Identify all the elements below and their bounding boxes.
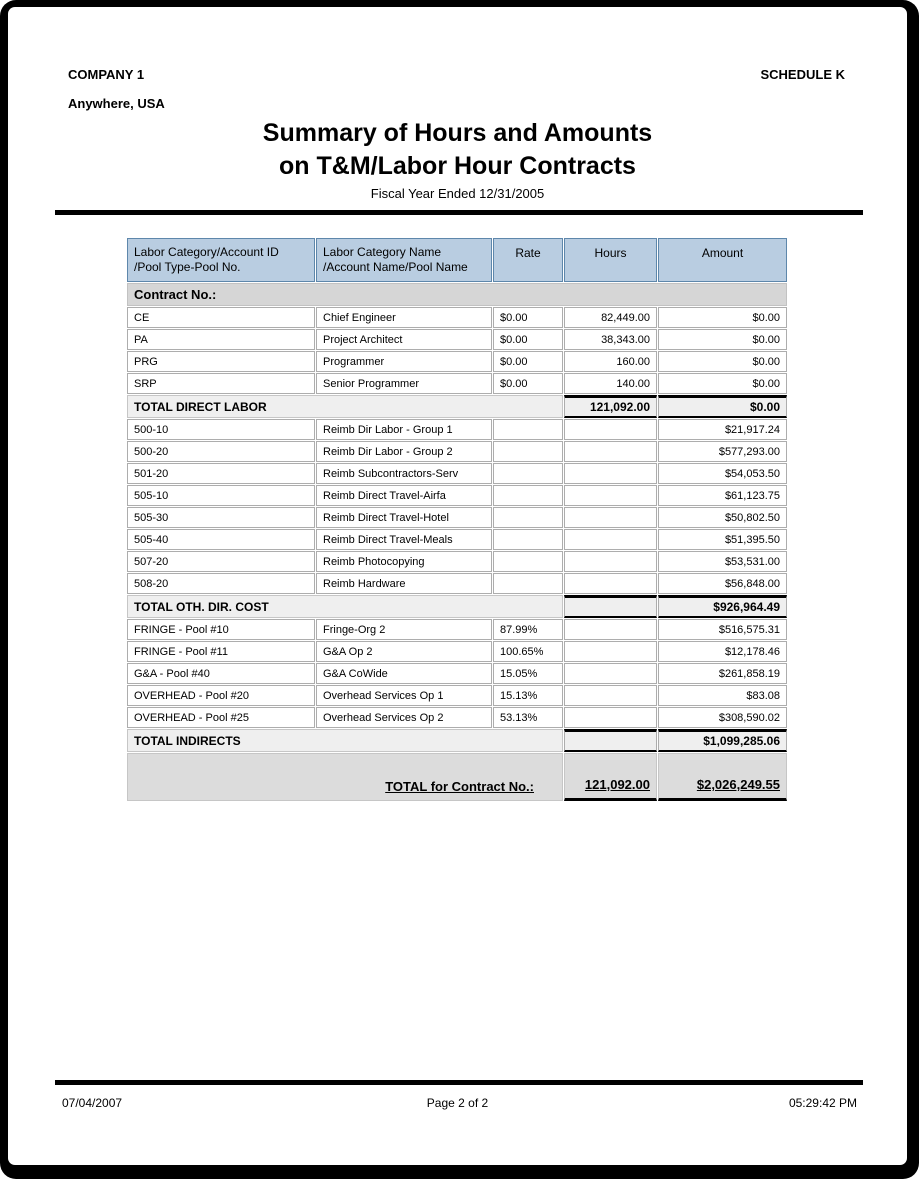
cell-hours: [564, 641, 657, 662]
cell-name: Fringe-Org 2: [316, 619, 492, 640]
grand-total-label: [127, 753, 563, 801]
total-hours: [564, 595, 657, 618]
grand-total-hours-text: 121,092.00: [584, 777, 650, 792]
table-row: [127, 485, 787, 506]
table-row: [127, 507, 787, 528]
report-table-body: [127, 283, 787, 801]
cell-rate: [493, 529, 563, 550]
column-header-text: Labor Category/Account ID: [134, 245, 279, 259]
column-header-hours: Hours: [564, 238, 657, 282]
cell-amount: $56,848.00: [658, 573, 787, 594]
cell-hours: [564, 463, 657, 484]
company-location: Anywhere, USA: [68, 96, 165, 111]
cell-amount: $12,178.46: [658, 641, 787, 662]
cell-rate: $0.00: [493, 307, 563, 328]
cell-hours: [564, 573, 657, 594]
cell-name: Reimb Direct Travel-Airfa: [316, 485, 492, 506]
cell-hours: [564, 663, 657, 684]
table-row: [127, 329, 787, 350]
cell-account-id: OVERHEAD - Pool #25: [127, 707, 315, 728]
cell-account-id: 505-40: [127, 529, 315, 550]
company-name: COMPANY 1: [68, 67, 145, 82]
cell-account-id: 505-30: [127, 507, 315, 528]
table-row: [127, 551, 787, 572]
cell-name: Reimb Dir Labor - Group 2: [316, 441, 492, 462]
section-label: Contract No.:: [127, 283, 787, 306]
report-subtitle: Fiscal Year Ended 12/31/2005: [370, 186, 545, 201]
cell-hours: 82,449.00: [564, 307, 657, 328]
cell-hours: [564, 507, 657, 528]
cell-name: Reimb Direct Travel-Meals: [316, 529, 492, 550]
cell-amount: $0.00: [658, 373, 787, 394]
total-row: [127, 595, 787, 618]
cell-hours: [564, 529, 657, 550]
table-row: [127, 351, 787, 372]
cell-name: Reimb Dir Labor - Group 1: [316, 419, 492, 440]
footer-divider: [55, 1080, 863, 1085]
cell-rate: [493, 573, 563, 594]
cell-amount: $0.00: [658, 329, 787, 350]
cell-hours: [564, 419, 657, 440]
cell-rate: 53.13%: [493, 707, 563, 728]
table-header-row: [127, 238, 787, 282]
footer-page-number: Page 2 of 2: [426, 1096, 489, 1110]
cell-rate: [493, 463, 563, 484]
cell-rate: [493, 441, 563, 462]
total-hours: [564, 729, 657, 752]
cell-account-id: CE: [127, 307, 315, 328]
cell-name: Reimb Photocopying: [316, 551, 492, 572]
cell-account-id: 508-20: [127, 573, 315, 594]
table-row: [127, 707, 787, 728]
table-row: [127, 573, 787, 594]
cell-account-id: 505-10: [127, 485, 315, 506]
table-row: [127, 463, 787, 484]
grand-total-amount-text: $2,026,249.55: [696, 777, 780, 792]
header-divider: [55, 210, 863, 215]
cell-rate: 15.05%: [493, 663, 563, 684]
cell-rate: 15.13%: [493, 685, 563, 706]
grand-total-amount: [658, 753, 787, 801]
cell-amount: $50,802.50: [658, 507, 787, 528]
cell-rate: $0.00: [493, 351, 563, 372]
table-row: [127, 685, 787, 706]
cell-rate: $0.00: [493, 373, 563, 394]
cell-name: Chief Engineer: [316, 307, 492, 328]
column-header-account-id: [127, 238, 315, 282]
cell-name: G&A CoWide: [316, 663, 492, 684]
table-row: [127, 419, 787, 440]
cell-rate: [493, 485, 563, 506]
total-label: TOTAL OTH. DIR. COST: [127, 595, 563, 618]
cell-amount: $83.08: [658, 685, 787, 706]
report-title-block: [8, 117, 907, 201]
cell-account-id: G&A - Pool #40: [127, 663, 315, 684]
column-header-text: /Account Name/Pool Name: [323, 260, 468, 274]
table-row: [127, 373, 787, 394]
column-header-text: Labor Category Name: [323, 245, 442, 259]
table-row: [127, 307, 787, 328]
cell-amount: $261,858.19: [658, 663, 787, 684]
total-amount: $1,099,285.06: [658, 729, 787, 752]
table-row: [127, 441, 787, 462]
cell-hours: [564, 485, 657, 506]
grand-row: [127, 753, 787, 801]
cell-amount: $51,395.50: [658, 529, 787, 550]
cell-hours: [564, 619, 657, 640]
cell-name: Reimb Direct Travel-Hotel: [316, 507, 492, 528]
cell-amount: $516,575.31: [658, 619, 787, 640]
cell-amount: $0.00: [658, 351, 787, 372]
table-row: [127, 619, 787, 640]
cell-amount: $577,293.00: [658, 441, 787, 462]
cell-hours: [564, 551, 657, 572]
cell-name: Overhead Services Op 1: [316, 685, 492, 706]
total-row: [127, 729, 787, 752]
column-header-amount: Amount: [658, 238, 787, 282]
cell-amount: $21,917.24: [658, 419, 787, 440]
cell-name: Reimb Subcontractors-Serv: [316, 463, 492, 484]
cell-amount: $0.00: [658, 307, 787, 328]
cell-hours: 38,343.00: [564, 329, 657, 350]
grand-total-label-text: TOTAL for Contract No.:: [385, 779, 534, 794]
total-row: [127, 395, 787, 418]
cell-amount: $54,053.50: [658, 463, 787, 484]
cell-account-id: 500-10: [127, 419, 315, 440]
cell-rate: $0.00: [493, 329, 563, 350]
report-page: [8, 7, 907, 1165]
cell-rate: 100.65%: [493, 641, 563, 662]
cell-account-id: PRG: [127, 351, 315, 372]
column-header-rate: Rate: [493, 238, 563, 282]
cell-name: Project Architect: [316, 329, 492, 350]
cell-name: Reimb Hardware: [316, 573, 492, 594]
table-row: [127, 663, 787, 684]
cell-amount: $53,531.00: [658, 551, 787, 572]
cell-rate: [493, 551, 563, 572]
footer-date: 07/04/2007: [62, 1096, 123, 1110]
cell-account-id: PA: [127, 329, 315, 350]
report-title-line1: Summary of Hours and Amounts: [262, 119, 653, 147]
grand-total-hours: [564, 753, 657, 801]
total-label: TOTAL DIRECT LABOR: [127, 395, 563, 418]
cell-account-id: OVERHEAD - Pool #20: [127, 685, 315, 706]
cell-account-id: 500-20: [127, 441, 315, 462]
cell-amount: $61,123.75: [658, 485, 787, 506]
cell-account-id: FRINGE - Pool #11: [127, 641, 315, 662]
column-header-name: [316, 238, 492, 282]
cell-hours: 140.00: [564, 373, 657, 394]
total-amount: $926,964.49: [658, 595, 787, 618]
cell-rate: [493, 507, 563, 528]
cell-hours: [564, 441, 657, 462]
report-table: [126, 237, 788, 802]
cell-name: Programmer: [316, 351, 492, 372]
cell-name: Senior Programmer: [316, 373, 492, 394]
cell-rate: [493, 419, 563, 440]
table-row: [127, 529, 787, 550]
schedule-label: SCHEDULE K: [760, 67, 845, 82]
cell-hours: 160.00: [564, 351, 657, 372]
report-table-container: [126, 237, 788, 802]
report-title-line2: on T&M/Labor Hour Contracts: [279, 152, 636, 180]
table-row: [127, 641, 787, 662]
cell-account-id: 501-20: [127, 463, 315, 484]
cell-hours: [564, 707, 657, 728]
total-amount: $0.00: [658, 395, 787, 418]
column-header-text: /Pool Type-Pool No.: [134, 260, 241, 274]
footer-time: 05:29:42 PM: [788, 1096, 857, 1110]
cell-account-id: SRP: [127, 373, 315, 394]
total-hours: 121,092.00: [564, 395, 657, 418]
cell-name: Overhead Services Op 2: [316, 707, 492, 728]
cell-amount: $308,590.02: [658, 707, 787, 728]
cell-rate: 87.99%: [493, 619, 563, 640]
cell-name: G&A Op 2: [316, 641, 492, 662]
cell-account-id: 507-20: [127, 551, 315, 572]
total-label: TOTAL INDIRECTS: [127, 729, 563, 752]
cell-account-id: FRINGE - Pool #10: [127, 619, 315, 640]
section-row: [127, 283, 787, 306]
cell-hours: [564, 685, 657, 706]
